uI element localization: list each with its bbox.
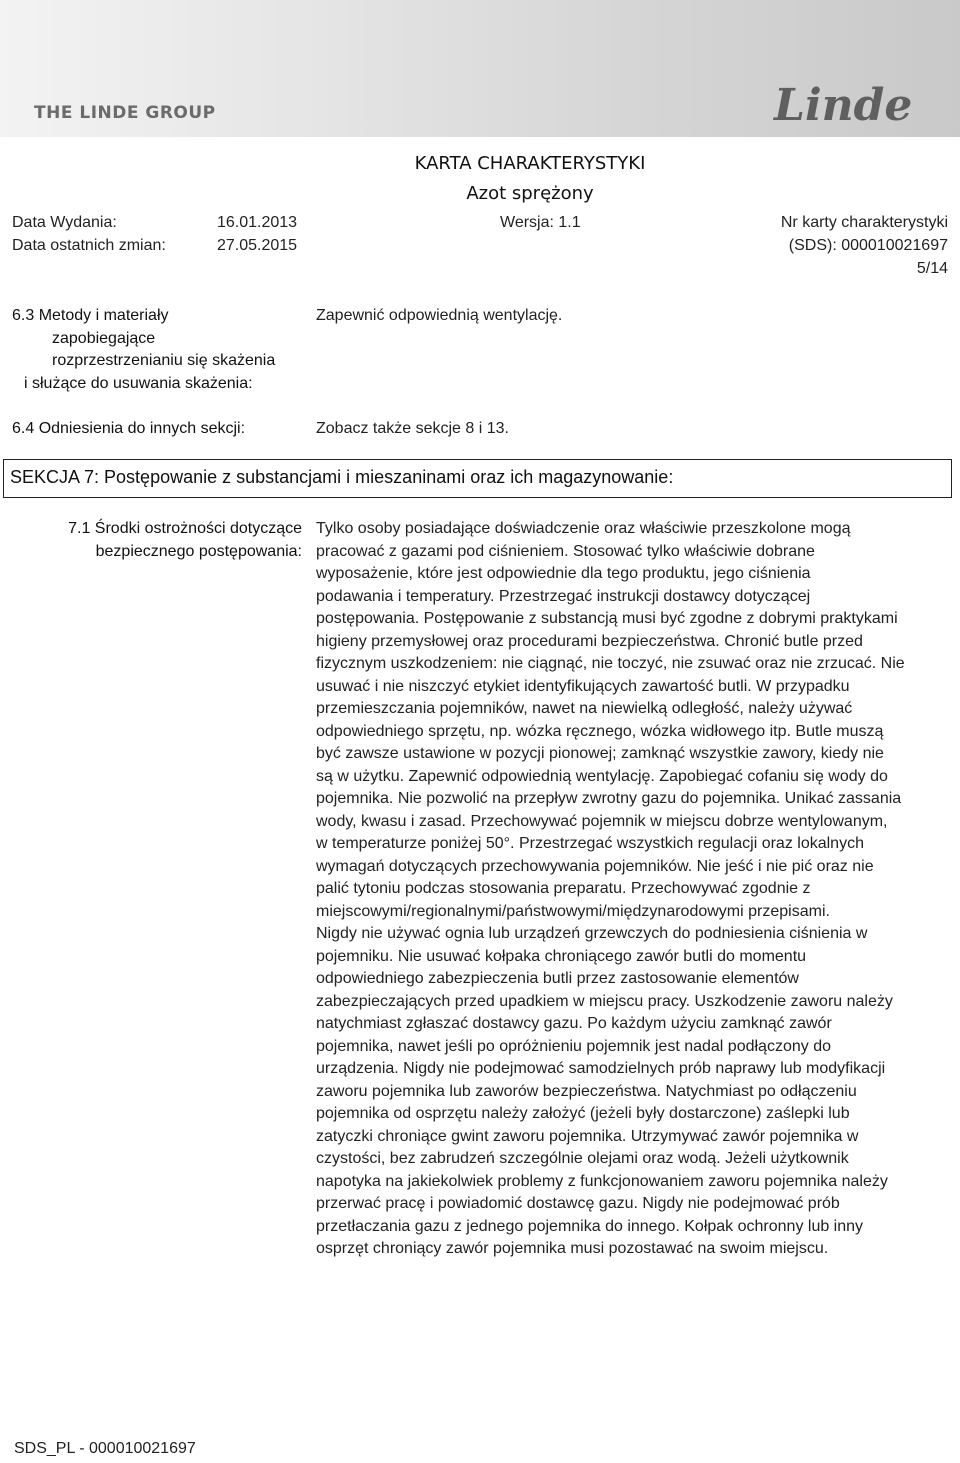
section-7-1-text-line: są w użytku. Zapewnić odpowiednią wentylację. Zapobiegać cofaniu się wody do (316, 767, 888, 785)
section-7-1-text-line: pojemnika. Nie pozwolić na przepływ zwrotny gazu do pojemnika. Unikać zassania (316, 790, 902, 807)
section-7-1-text-line: fizycznym uszkodzeniem: nie ciągnąć, nie toczyć, nie zsuwać oraz nie zrzucać. Nie (316, 655, 905, 672)
sds-number-label: Nr karty charakterystyki (780, 214, 948, 231)
section-7-1-text-line: osprzęt chroniący zawór pojemnika musi pozostawać na swoim miejscu. (316, 1240, 829, 1257)
section-7-1-text-line: podawania i temperatury. Przestrzegać instrukcji dostawcy dotyczącej (316, 587, 811, 605)
section-7-1-text-line: usuwać i nie niszczyć etykiet identyfikujących zawartość butli. W przypadku (316, 677, 850, 695)
section-7-1-text-line: higieny przemysłowej oraz procedurami bezpieczeństwa. Chronić butle przed (316, 632, 863, 650)
section-6-3-label-line: zapobiegające (52, 329, 156, 347)
section-7-1-text-line: wymagań dotyczących przechowywania pojemników. Nie jeść i nie pić oraz nie (316, 857, 874, 875)
section-7-1-text-line: przerwać pracę i powiadomić dostawcę gazu. Nigdy nie podejmować prób (316, 1195, 840, 1212)
linde-group-logo: THE LINDE GROUP (34, 103, 216, 123)
footer-document-id: SDS_PL - 000010021697 (14, 1440, 196, 1457)
section-7-1-text-line: w temperaturze poniżej 50°. Przestrzegać wszystkich regulacji oraz lokalnych (316, 835, 864, 852)
section-7-1-text-line: Nigdy nie używać ognia lub urządzeń grzewczych do podniesienia ciśnienia w (316, 925, 868, 942)
section-7-1-text-line: być zawsze ustawione w pozycji pionowej; zamknąć wszystkie zawory, kiedy nie (316, 745, 884, 762)
section-6-3-label (12, 305, 275, 395)
section-7-1-text-line: przemieszczania pojemników, nawet na niewielką odległość, należy używać (316, 700, 853, 717)
section-7-1-text-line: postępowania. Postępowanie z substancją musi być zgodne z dobrymi praktykami (316, 610, 898, 627)
section-7-1-text-line: miejscowymi/regionalnymi/państwowymi/międzynarodowymi przepisami. (316, 902, 830, 920)
section-7-1-text-line: wody, kwasu i zasad. Przechowywać pojemnik w miejscu dobrze wentylowanym, (316, 812, 888, 830)
section-7-1-text-line: napotyka na jakiekolwiek problemy z funkcjonowaniem zaworu pojemnika należy (316, 1172, 888, 1190)
issue-date-label: Data Wydania: (12, 214, 117, 231)
section-7-1-text-line: wyposażenie, które jest odpowiednie dla tego produktu, jego ciśnienia (316, 565, 811, 582)
linde-brand-logo-text: Linde (774, 80, 913, 130)
version-number: Wersja: 1.1 (500, 214, 581, 231)
sds-number: (SDS): 000010021697 (788, 237, 948, 254)
section-6-4-label: 6.4 Odniesienia do innych sekcji: (12, 420, 246, 437)
section-7-title: SEKCJA 7: Postępowanie z substancjami i mieszaninami oraz ich magazynowanie: (10, 467, 674, 487)
section-7-1-text-line: zaworu pojemnika lub zaworów bezpieczeństwa. Natychmiast po odłączeniu (316, 1082, 857, 1100)
section-7-1-text-line: palić tytoniu podczas stosowania preparatu. Przechowywać zgodnie z (316, 880, 811, 897)
section-7-1-text-line: czystości, bez zabrudzeń szczególnie olejami oraz wodą. Jeżeli użytkownik (316, 1150, 849, 1167)
section-7-1-text-line: odpowiedniego zabezpieczenia butli przez zastosowanie elementów (316, 970, 799, 987)
page-number: 5/14 (916, 260, 948, 277)
section-6-3-label-line: 6.3 Metody i materiały (12, 307, 169, 324)
section-7-1-text-line: przetłaczania gazu z jednego pojemnika do innego. Kołpak ochronny lub inny (316, 1217, 864, 1235)
section-6-4-value: Zobacz także sekcje 8 i 13. (316, 420, 509, 437)
revision-date: 27.05.2015 (217, 237, 298, 254)
section-7-1-label (12, 518, 302, 563)
document-title: KARTA CHARAKTERYSTYKI (414, 153, 646, 174)
section-7-1-label-line: bezpiecznego postępowania: (95, 542, 302, 560)
section-7-1-text-line: urządzenia. Nigdy nie podejmować samodzielnych prób naprawy lub modyfikacji (316, 1060, 886, 1077)
section-7-1-text-line: pracować z gazami pod ciśnieniem. Stosować tylko właściwie dobrane (316, 542, 815, 560)
section-7-1-text-line: pojemnika, nawet jeśli po opróżnieniu pojemnik jest nadal podłączony do (316, 1037, 831, 1055)
section-6-3-label-line: rozprzestrzenianiu się skażenia (52, 352, 276, 369)
section-7-1-text-line: zatyczki chroniące gwint zaworu pojemnika. Utrzymywać zawór pojemnika w (316, 1127, 859, 1145)
section-7-header-box (3, 459, 952, 498)
section-7-1-label-line: 7.1 Środki ostrożności dotyczące (68, 520, 302, 537)
section-7-1-text-line: pojemnika od osprzętu należy założyć (jeżeli były dostarczone) zaślepki lub (316, 1105, 850, 1122)
section-6-3-label-line: i służące do usuwania skażenia: (24, 374, 253, 392)
section-7-1-text (316, 518, 952, 1261)
section-6-3-value: Zapewnić odpowiednią wentylację. (316, 307, 563, 324)
product-name: Azot sprężony (466, 183, 594, 204)
section-7-1-text-line: natychmiast zgłaszać dostawcy gazu. Po każdym użyciu zamknąć zawór (316, 1015, 832, 1032)
section-7-1-text-line: Tylko osoby posiadające doświadczenie oraz właściwie przeszkolone mogą (316, 520, 851, 537)
linde-brand-logo (770, 78, 940, 130)
section-7-1-text-line: odpowiedniego sprzętu, np. wózka ręcznego, wózka widłowego itp. Butle muszą (316, 722, 884, 740)
section-7-1-text-line: pojemniku. Nie usuwać kołpaka chroniącego zawór butli do momentu (316, 947, 807, 965)
revision-date-label: Data ostatnich zmian: (12, 237, 166, 254)
issue-date: 16.01.2013 (217, 214, 298, 231)
section-7-1-text-line: zabezpieczających przed upadkiem w miejscu pracy. Uszkodzenie zaworu należy (316, 992, 893, 1010)
